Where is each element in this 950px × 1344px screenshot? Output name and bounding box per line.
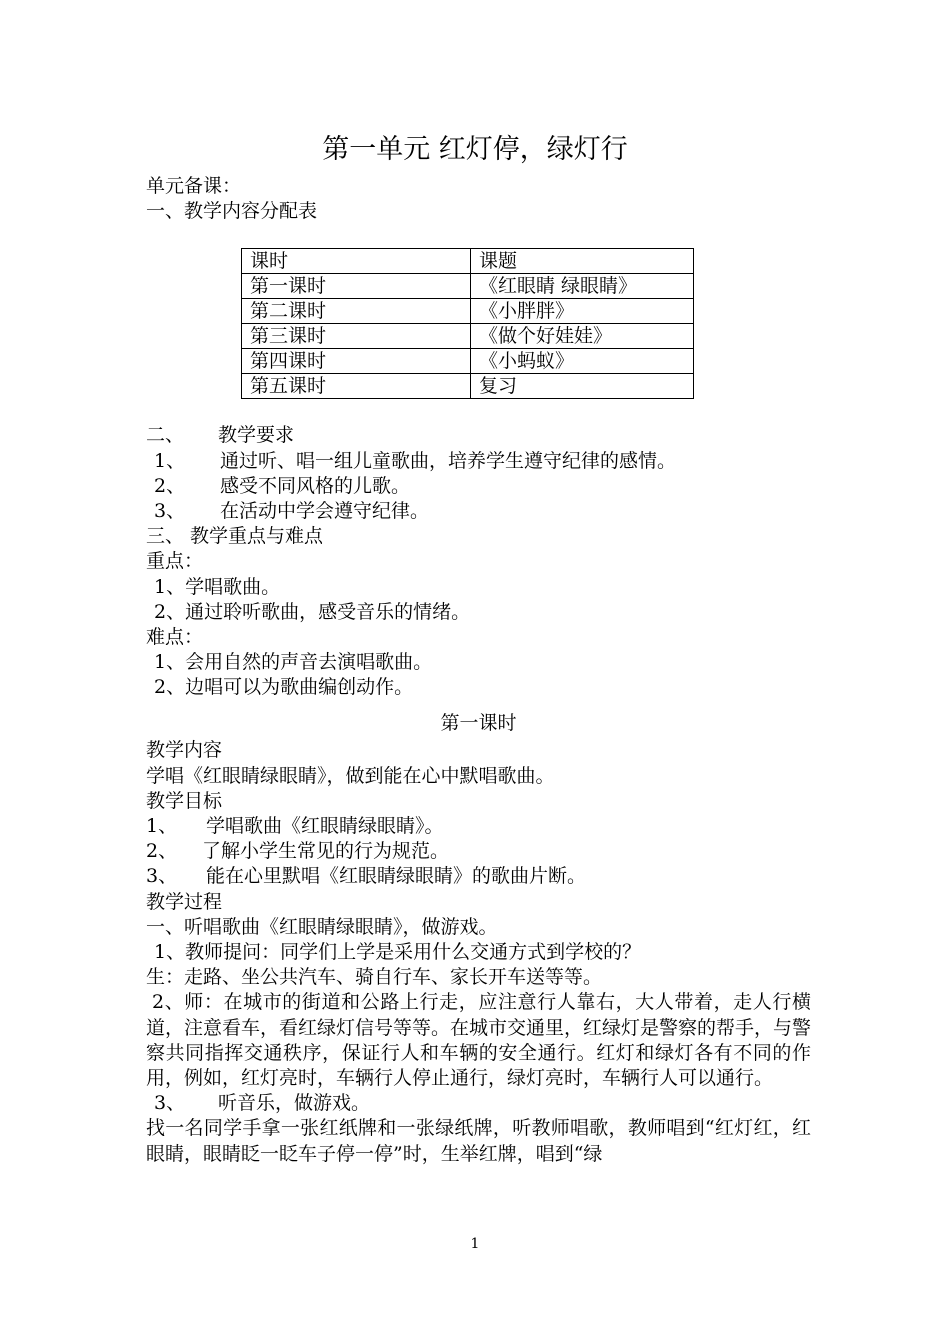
table-cell: 第一课时 xyxy=(242,274,471,299)
teacher-paragraph: 2、师：在城市的街道和公路上行走，应注意行人靠右，大人带着，走人行横道，注意看车，看红绿灯信号等等。在城市交通里，红绿灯是警察的帮手，与警察共同指挥交通秩序，保证行人和车辆的安全通行。红灯和绿灯各有不同的作用，例如，红灯亮时，车辆行人停止通行，绿灯亮时，车辆行人可以通行。 xyxy=(146,991,812,1089)
item-text: 了解小学生常见的行为规范。 xyxy=(202,840,450,863)
item-number: 2、 xyxy=(146,840,178,863)
table-cell: 《红眼睛 绿眼睛》 xyxy=(471,274,694,299)
table-row xyxy=(242,274,694,299)
process-label: 教学过程 xyxy=(146,890,223,913)
table-cell: 复习 xyxy=(471,374,694,399)
question-line: 1、教师提问：同学们上学是采用什么交通方式到学校的？ xyxy=(154,940,642,963)
goal-item xyxy=(146,814,811,839)
section-number: 二、 xyxy=(146,424,185,447)
item-text: 感受不同风格的儿歌。 xyxy=(220,474,411,497)
content-text: 学唱《红眼睛绿眼睛》，做到能在心中默唱歌曲。 xyxy=(146,764,555,787)
table-row xyxy=(242,374,694,399)
key-label: 重点： xyxy=(146,550,204,573)
game-paragraph: 找一名同学手拿一张红纸牌和一张绿纸牌，听教师唱歌，教师唱到“红灯红，红眼睛，眼睛眨一眨车子停一停”时，生举红牌，唱到“绿 xyxy=(146,1117,811,1165)
table-header-cell: 课题 xyxy=(471,249,694,274)
page-title: 第一单元 红灯停，绿灯行 xyxy=(322,134,628,165)
section-heading-text: 教学要求 xyxy=(218,424,295,447)
item-text: 在活动中学会遵守纪律。 xyxy=(220,499,430,522)
item-text: 学唱歌曲《红眼睛绿眼睛》。 xyxy=(206,815,444,837)
answer-line: 生：走路、坐公共汽车、骑自行车、家长开车送等等。 xyxy=(146,966,603,989)
table-row xyxy=(242,299,694,324)
key-item: 1、学唱歌曲。 xyxy=(154,575,281,598)
goal-item xyxy=(146,864,811,889)
item-text: 听音乐，做游戏。 xyxy=(218,1092,371,1115)
difficulty-item: 1、会用自然的声音去演唱歌曲。 xyxy=(154,651,433,674)
requirement-item xyxy=(146,499,811,524)
section1-heading: 一、教学内容分配表 xyxy=(146,200,318,223)
table-cell: 第四课时 xyxy=(242,349,471,374)
section3-heading: 三、 教学重点与难点 xyxy=(146,525,324,548)
item-text: 能在心里默唱《红眼睛绿眼睛》的歌曲片断。 xyxy=(206,865,587,888)
process-step: 一、听唱歌曲《红眼睛绿眼睛》，做游戏。 xyxy=(146,915,498,938)
table-cell: 《做个好娃娃》 xyxy=(471,324,694,349)
item-text: 通过听、唱一组儿童歌曲，培养学生遵守纪律的感情。 xyxy=(220,449,677,472)
goals-label: 教学目标 xyxy=(146,789,223,812)
item-number: 3、 xyxy=(154,499,186,522)
document-body xyxy=(146,174,811,1167)
allocation-table xyxy=(241,248,694,399)
key-item: 2、通过聆听歌曲，感受音乐的情绪。 xyxy=(154,600,471,623)
goal-item xyxy=(146,839,811,864)
spacer xyxy=(146,399,811,423)
requirement-item xyxy=(146,474,811,499)
table-row xyxy=(242,349,694,374)
difficulty-item: 2、边唱可以为歌曲编创动作。 xyxy=(154,676,414,699)
table-header-row xyxy=(242,249,694,274)
table-cell: 第三课时 xyxy=(242,324,471,349)
lesson-title: 第一课时 xyxy=(440,712,517,735)
requirement-item xyxy=(146,449,811,474)
item-number: 3、 xyxy=(146,865,178,888)
step3-line xyxy=(146,1091,811,1116)
difficulty-label: 难点： xyxy=(146,625,204,648)
item-number: 1、 xyxy=(154,449,186,472)
table-cell: 第五课时 xyxy=(242,374,471,399)
table-cell: 《小胖胖》 xyxy=(471,299,694,324)
item-number: 1、 xyxy=(146,815,178,837)
item-number: 2、 xyxy=(154,474,186,497)
page-number: 1 xyxy=(470,1236,480,1252)
table-cell: 第二课时 xyxy=(242,299,471,324)
item-number: 3、 xyxy=(154,1092,186,1115)
prep-label: 单元备课： xyxy=(146,175,242,197)
section2-heading xyxy=(146,423,811,448)
table-cell: 《小蚂蚁》 xyxy=(471,349,694,374)
table-header-cell: 课时 xyxy=(242,249,471,274)
table-row xyxy=(242,324,694,349)
content-label: 教学内容 xyxy=(146,739,223,762)
